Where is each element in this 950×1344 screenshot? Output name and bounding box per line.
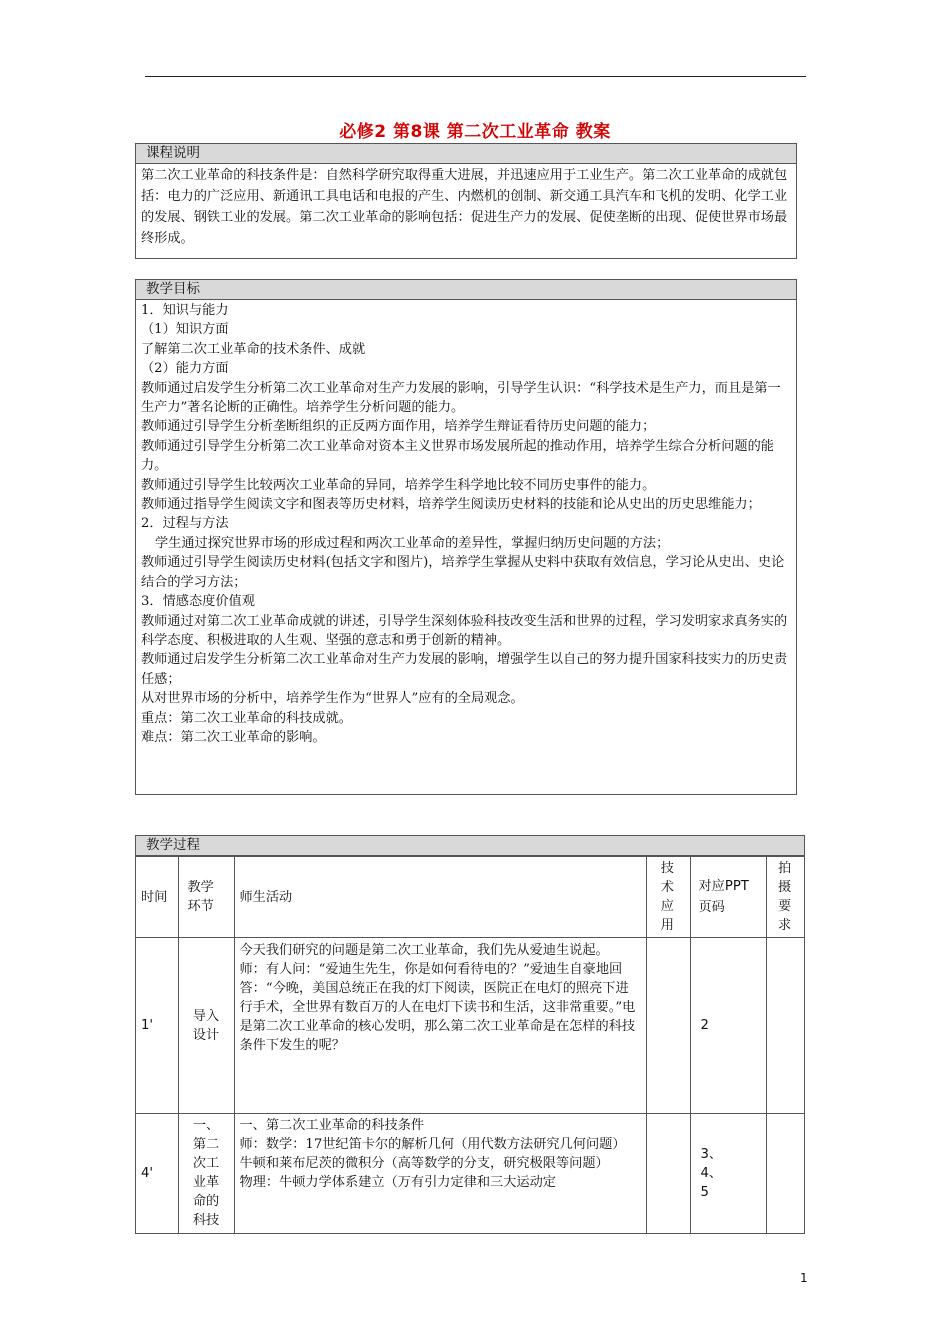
row-activity: 一、第二次工业革命的科技条件 师：数学：17世纪笛卡尔的解析几何（用代数方法研究几何问题） 牛顿和莱布尼茨的微积分（高等数学的分支，研究极限等问题） 物理：牛顿力学体系建立（万有引力定律和三大运动定	[239, 1118, 626, 1190]
goal-key-point: 重点：第二次工业革命的科技成就。	[141, 710, 352, 726]
row-activity: 今天我们研究的问题是第二次工业革命，我们先从爱迪生说起。 师：有人问：“爱迪生先生，你是如何看待电的？”爱迪生自豪地回答：“今晚，美国总统正在我的灯下阅读，医院正在电灯的照亮下进行手术，全世界有数百万的人在电灯下读书和生活，这非常重要。”电是第二次工业革命的核心发明，那么第二次工业革命是在怎样的科技条件下发生的呢？	[239, 943, 636, 1053]
goal-line: （1）知识方面	[141, 322, 229, 338]
goal-line: （2）能力方面	[141, 361, 229, 377]
row-shoot	[766, 938, 804, 1114]
header-rule	[145, 76, 806, 77]
table-row	[136, 1114, 804, 1234]
goal-line: 教师通过引导学生阅读历史材料(包括文字和图片)，培养学生掌握从史料中获取有效信息，学习论从史出、史论结合的学习方法；	[141, 555, 785, 590]
goal-line: 教师通过启发学生分析第二次工业革命对生产力发展的影响，引导学生认识：“科学技术是生产力，而且是第一生产力”著名论断的正确性。培养学生分析问题的能力。	[141, 380, 781, 416]
row-shoot	[766, 1114, 804, 1234]
row-tech	[646, 938, 690, 1114]
goal-line: 2．过程与方法	[141, 516, 229, 532]
course-description-heading: 课程说明	[136, 144, 796, 164]
col-header-activity: 师生活动	[234, 857, 646, 938]
teaching-process-table	[136, 856, 804, 1234]
course-description-box	[135, 143, 797, 259]
goal-line: 教师通过引导学生分析第二次工业革命对资本主义世界市场发展所起的推动作用，培养学生综合分析问题的能力。	[141, 438, 774, 474]
page-number: 1	[800, 1271, 808, 1285]
row-stage: 一、第二次工业革命的科技	[192, 1118, 220, 1228]
row-ppt: 2	[690, 938, 766, 1114]
goal-line: 学生通过探究世界市场的形成过程和两次工业革命的差异性，掌握归纳历史问题的方法；	[155, 535, 670, 551]
col-header-shoot: 拍摄要求	[777, 861, 792, 933]
page-title: 必修2 第8课 第二次工业革命 教案	[339, 122, 611, 142]
col-header-tech: 技术应用	[660, 861, 674, 933]
row-ppt: 3、 4、 5	[700, 1147, 723, 1200]
teaching-goals-heading: 教学目标	[136, 280, 796, 300]
teaching-process-box	[135, 835, 805, 1234]
table-row	[136, 938, 804, 1114]
row-tech	[646, 1114, 690, 1234]
goal-line: 从对世界市场的分析中，培养学生作为“世界人”应有的全局观念。	[141, 691, 524, 707]
col-header-time: 时间	[141, 889, 168, 905]
col-header-ppt: 对应PPT页码	[698, 879, 749, 915]
goal-difficult-point: 难点：第二次工业革命的影响。	[141, 729, 326, 745]
goal-line: 教师通过指导学生阅读文字和图表等历史材料，培养学生阅读历史材料的技能和论从史出的历史思维能力；	[141, 497, 761, 513]
table-header-row	[136, 857, 804, 938]
teaching-process-heading: 教学过程	[136, 836, 804, 856]
goal-line: 了解第二次工业革命的技术条件、成就	[141, 341, 366, 357]
row-time: 1'	[136, 938, 178, 1114]
row-stage: 导入设计	[192, 1008, 220, 1043]
course-description-text: 第二次工业革命的科技条件是：自然科学研究取得重大进展，并迅速应用于工业生产。第二次工业革命的成就包括：电力的广泛应用、新通讯工具电话和电报的产生、内燃机的创制、新交通工具汽车和飞机的发明、化学工业的发展、钢铁工业的发展。第二次工业革命的影响包括：促进生产力的发展、促使垄断的出现、促使世界市场最终形成。	[141, 168, 788, 246]
teaching-goals-box	[135, 279, 797, 795]
goal-line: 3．情感态度价值观	[141, 594, 255, 610]
col-header-stage: 教学环节	[187, 880, 214, 914]
goal-line: 1．知识与能力	[141, 303, 229, 318]
goal-line: 教师通过对第二次工业革命成就的讲述，引导学生深刻体验科技改变生活和世界的过程，学习发明家求真务实的科学态度、积极进取的人生观、坚强的意志和勇于创新的精神。	[141, 613, 788, 648]
row-time: 4'	[136, 1114, 178, 1234]
goal-line: 教师通过启发学生分析第二次工业革命对生产力发展的影响，增强学生以自己的努力提升国家科技实力的历史责任感；	[141, 652, 788, 687]
goal-line: 教师通过引导学生分析垄断组织的正反两方面作用，培养学生辩证看待历史问题的能力；	[141, 419, 656, 435]
goal-line: 教师通过引导学生比较两次工业革命的异同，培养学生科学地比较不同历史事件的能力。	[141, 477, 656, 493]
